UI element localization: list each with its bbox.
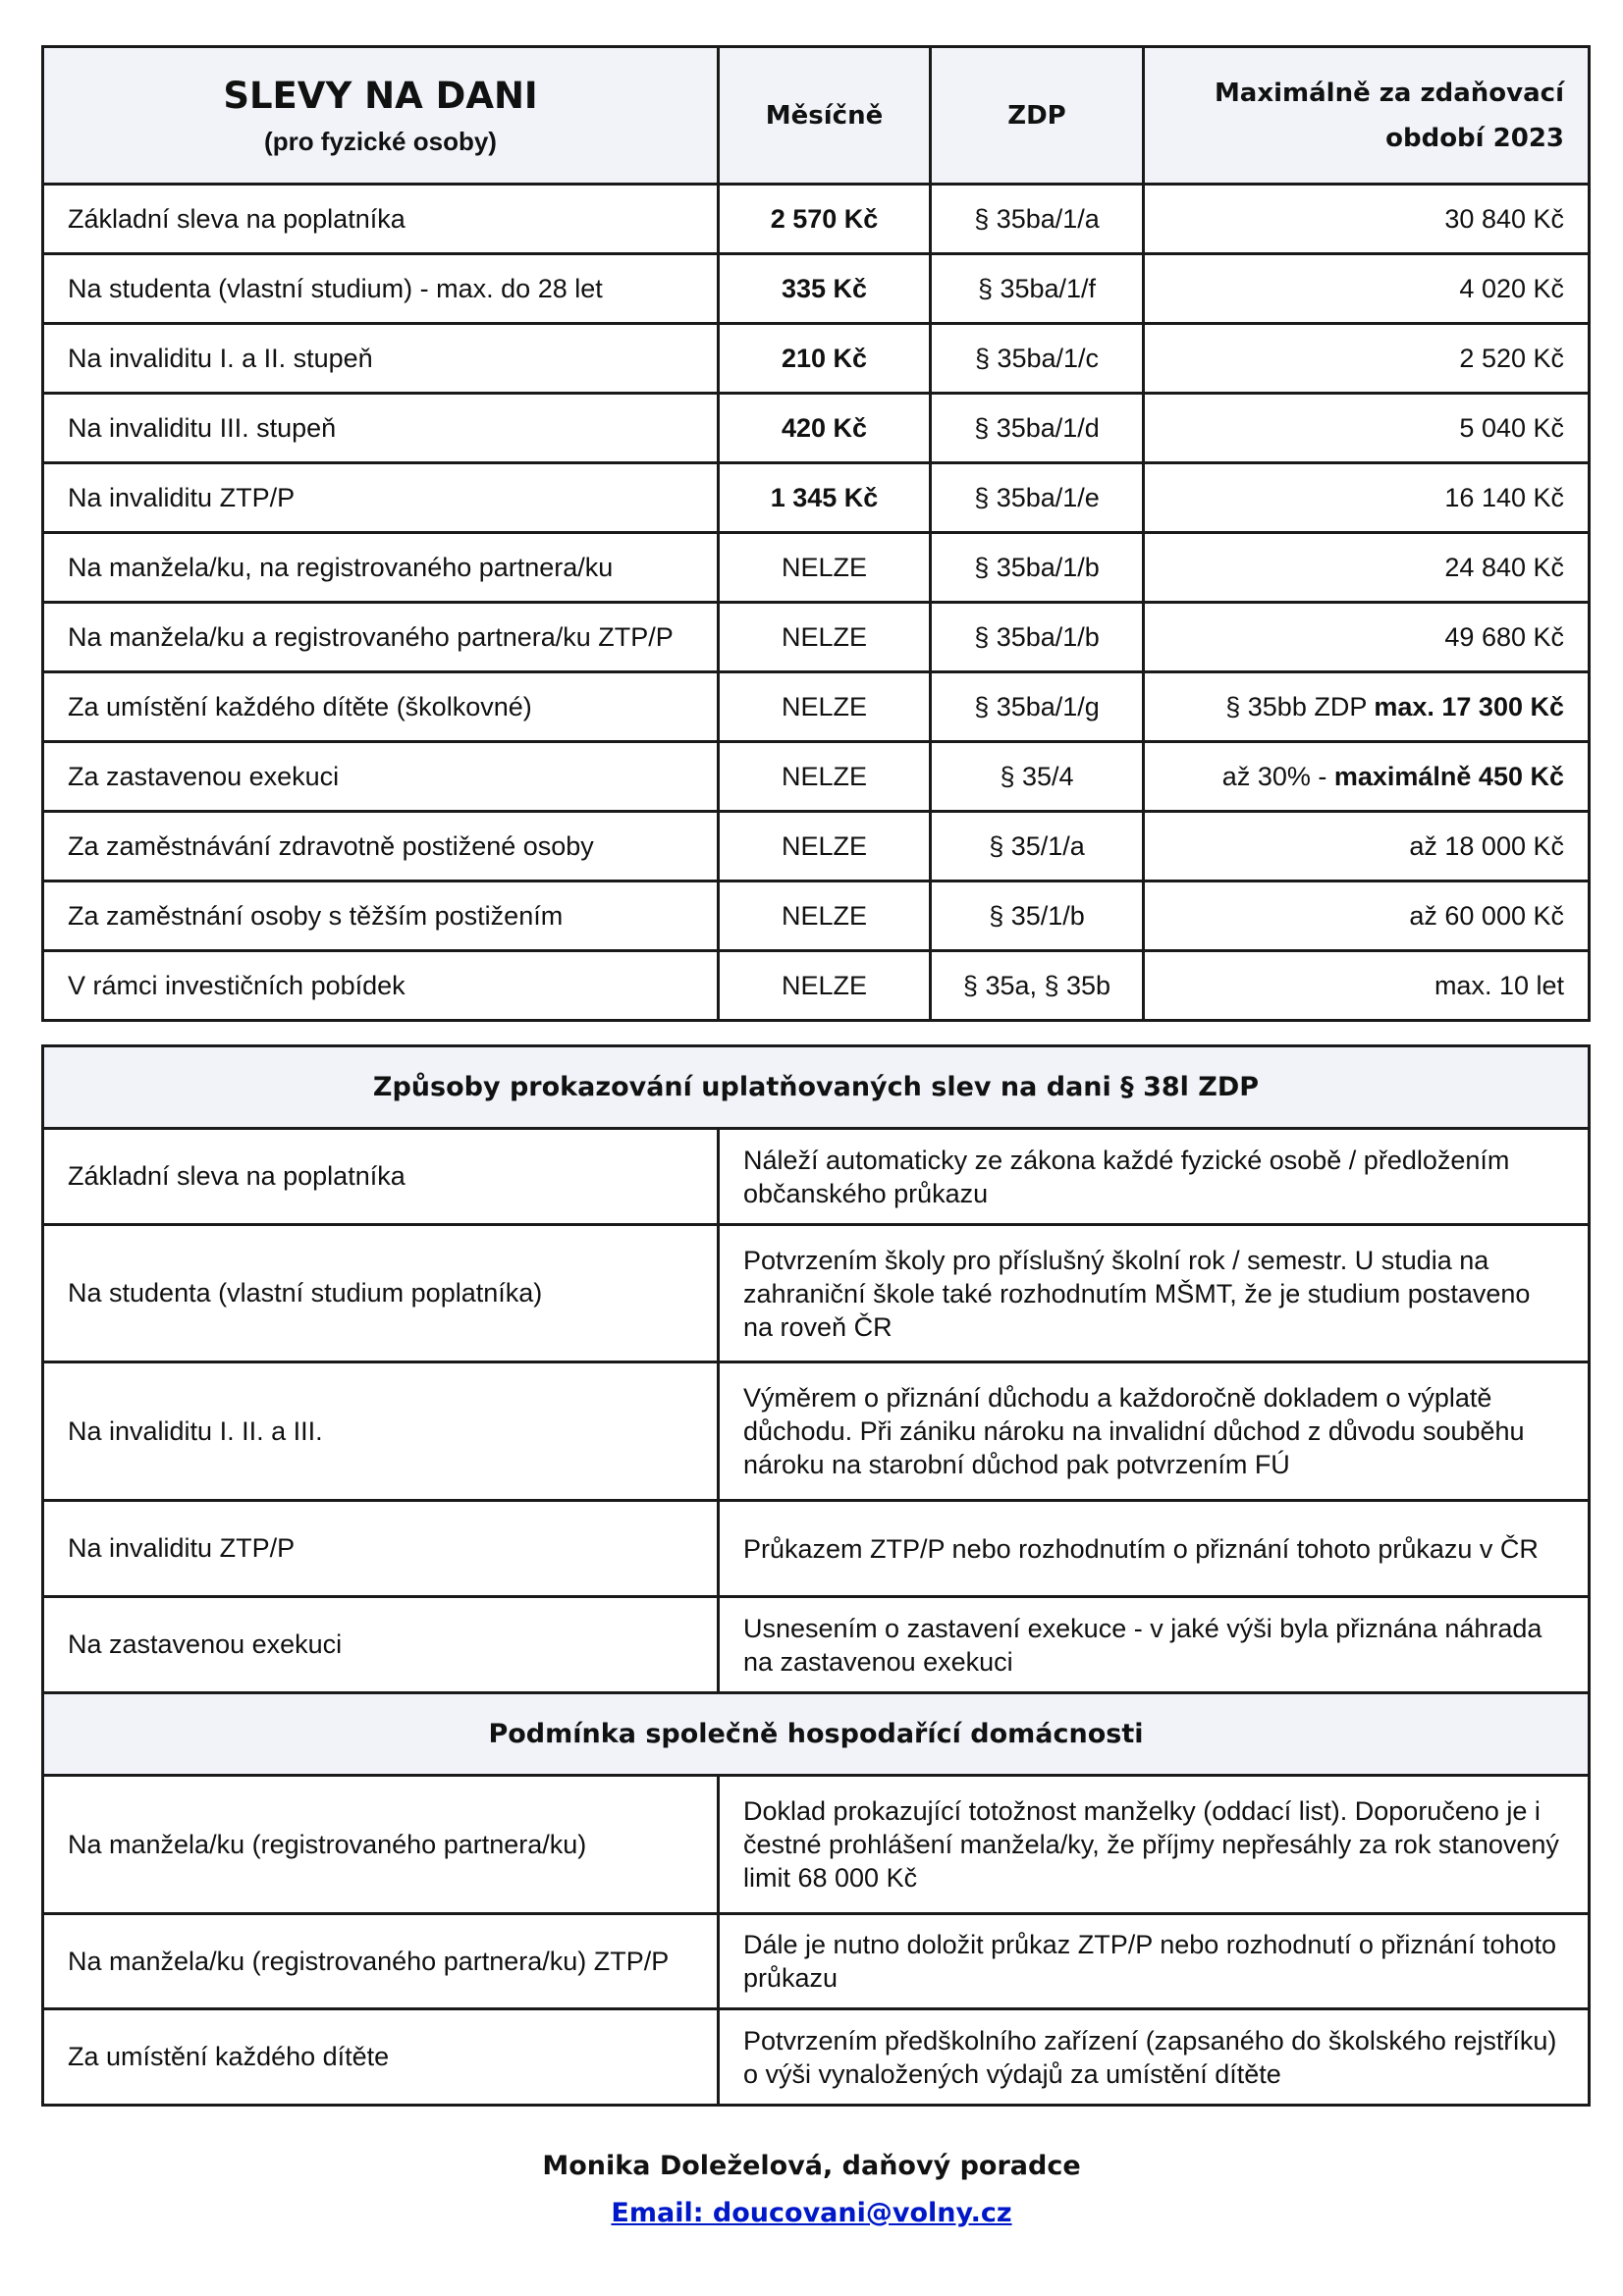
row-monthly: 210 Kč bbox=[719, 324, 931, 394]
table-row bbox=[43, 324, 1590, 394]
row-max: 2 520 Kč bbox=[1144, 324, 1590, 394]
row-law: § 35ba/1/f bbox=[931, 254, 1144, 324]
table-row bbox=[43, 881, 1590, 951]
row-label: Na invaliditu ZTP/P bbox=[43, 1501, 719, 1597]
row-monthly: NELZE bbox=[719, 812, 931, 881]
row-law: § 35a, § 35b bbox=[931, 951, 1144, 1021]
row-law: § 35ba/1/b bbox=[931, 533, 1144, 603]
row-law: § 35ba/1/e bbox=[931, 463, 1144, 533]
table-row bbox=[43, 1776, 1590, 1914]
email-link[interactable]: Email: doucovani@volny.cz bbox=[611, 2198, 1012, 2228]
row-monthly: NELZE bbox=[719, 672, 931, 742]
table-row bbox=[43, 1362, 1590, 1501]
tax-credits-table bbox=[41, 45, 1591, 1022]
row-label: Za zaměstnání osoby s těžším postižením bbox=[43, 881, 719, 951]
row-label: Za umístění každého dítěte (školkovné) bbox=[43, 672, 719, 742]
column-header-law: ZDP bbox=[931, 47, 1144, 185]
table-row bbox=[43, 2009, 1590, 2106]
row-monthly: 1 345 Kč bbox=[719, 463, 931, 533]
page-subtitle: (pro fyzické osoby) bbox=[264, 126, 497, 156]
row-max: až 60 000 Kč bbox=[1144, 881, 1590, 951]
table-row bbox=[43, 533, 1590, 603]
row-label: Na manžela/ku a registrovaného partnera/ku ZTP/P bbox=[43, 603, 719, 672]
section-heading-proof: Způsoby prokazování uplatňovaných slev na dani § 38l ZDP bbox=[43, 1046, 1590, 1129]
row-label: Na studenta (vlastní studium poplatníka) bbox=[43, 1225, 719, 1362]
section-heading-household: Podmínka společně hospodařící domácnosti bbox=[43, 1693, 1590, 1776]
row-max: 5 040 Kč bbox=[1144, 394, 1590, 463]
column-header-monthly: Měsíčně bbox=[719, 47, 931, 185]
row-monthly: 2 570 Kč bbox=[719, 185, 931, 254]
proof-methods-table bbox=[41, 1044, 1591, 2107]
column-header-max-line2: období 2023 bbox=[1385, 123, 1564, 153]
table-row bbox=[43, 1501, 1590, 1597]
row-proof-text: Potvrzením školy pro příslušný školní rok / semestr. U studia na zahraniční škole také rozhodnutím MŠMT, že je studium postaveno na roveň ČR bbox=[719, 1225, 1590, 1362]
row-max bbox=[1144, 742, 1590, 812]
row-label: V rámci investičních pobídek bbox=[43, 951, 719, 1021]
row-law: § 35ba/1/c bbox=[931, 324, 1144, 394]
row-label: Na invaliditu ZTP/P bbox=[43, 463, 719, 533]
row-law: § 35ba/1/d bbox=[931, 394, 1144, 463]
table-row bbox=[43, 394, 1590, 463]
row-law: § 35ba/1/a bbox=[931, 185, 1144, 254]
row-proof-text: Výměrem o přiznání důchodu a každoročně dokladem o výplatě důchodu. Při zániku nároku na invalidní důchod z důvodu souběhu nároku na starobní důchod pak potvrzením FÚ bbox=[719, 1362, 1590, 1501]
row-label: Za zastavenou exekuci bbox=[43, 742, 719, 812]
row-label: Na manžela/ku (registrovaného partnera/ku) bbox=[43, 1776, 719, 1914]
table-row bbox=[43, 463, 1590, 533]
row-law: § 35ba/1/b bbox=[931, 603, 1144, 672]
row-label: Na invaliditu I. a II. stupeň bbox=[43, 324, 719, 394]
row-monthly: NELZE bbox=[719, 603, 931, 672]
row-max-prefix: § 35bb ZDP bbox=[1225, 691, 1375, 721]
row-law: § 35/1/b bbox=[931, 881, 1144, 951]
row-proof-text: Usnesením o zastavení exekuce - v jaké výši byla přiznána náhrada na zastavenou exekuci bbox=[719, 1597, 1590, 1693]
row-max: až 18 000 Kč bbox=[1144, 812, 1590, 881]
row-monthly: NELZE bbox=[719, 951, 931, 1021]
row-monthly: 335 Kč bbox=[719, 254, 931, 324]
row-proof-text: Dále je nutno doložit průkaz ZTP/P nebo rozhodnutí o přiznání tohoto průkazu bbox=[719, 1914, 1590, 2009]
table-row bbox=[43, 1597, 1590, 1693]
row-max: 49 680 Kč bbox=[1144, 603, 1590, 672]
title-cell bbox=[43, 47, 719, 185]
row-max: 4 020 Kč bbox=[1144, 254, 1590, 324]
row-max-bold: maximálně 450 Kč bbox=[1333, 761, 1564, 791]
table-row bbox=[43, 1914, 1590, 2009]
row-label: Na manžela/ku (registrovaného partnera/ku) ZTP/P bbox=[43, 1914, 719, 2009]
column-header-max bbox=[1144, 47, 1590, 185]
table-header-row bbox=[43, 47, 1590, 185]
row-max: 30 840 Kč bbox=[1144, 185, 1590, 254]
row-monthly: 420 Kč bbox=[719, 394, 931, 463]
row-label: Na studenta (vlastní studium) - max. do 28 let bbox=[43, 254, 719, 324]
row-law: § 35/1/a bbox=[931, 812, 1144, 881]
table-row bbox=[43, 1225, 1590, 1362]
row-max-bold: max. 17 300 Kč bbox=[1374, 691, 1564, 721]
table-row bbox=[43, 742, 1590, 812]
row-proof-text: Průkazem ZTP/P nebo rozhodnutím o přiznání tohoto průkazu v ČR bbox=[719, 1501, 1590, 1597]
row-monthly: NELZE bbox=[719, 742, 931, 812]
section-heading-row bbox=[43, 1046, 1590, 1129]
row-max: 24 840 Kč bbox=[1144, 533, 1590, 603]
author-name: Monika Doleželová, daňový poradce bbox=[542, 2151, 1081, 2181]
email-link-wrapper bbox=[0, 2198, 1623, 2228]
row-label: Na zastavenou exekuci bbox=[43, 1597, 719, 1693]
row-monthly: NELZE bbox=[719, 533, 931, 603]
row-law: § 35/4 bbox=[931, 742, 1144, 812]
row-proof-text: Doklad prokazující totožnost manželky (oddací list). Doporučeno je i čestné prohlášení manžela/ky, že příjmy nepřesáhly za rok stanovený limit 68 000 Kč bbox=[719, 1776, 1590, 1914]
row-label: Na manžela/ku, na registrovaného partnera/ku bbox=[43, 533, 719, 603]
row-proof-text: Náleží automaticky ze zákona každé fyzické osobě / předložením občanského průkazu bbox=[719, 1129, 1590, 1225]
row-max bbox=[1144, 672, 1590, 742]
table-row bbox=[43, 185, 1590, 254]
table-row bbox=[43, 254, 1590, 324]
row-label: Na invaliditu III. stupeň bbox=[43, 394, 719, 463]
row-max: 16 140 Kč bbox=[1144, 463, 1590, 533]
column-header-max-line1: Maximálně za zdaňovací bbox=[1214, 78, 1564, 108]
page-title: SLEVY NA DANI bbox=[223, 74, 538, 117]
table-row bbox=[43, 672, 1590, 742]
table-row bbox=[43, 603, 1590, 672]
row-label: Za zaměstnávání zdravotně postižené osoby bbox=[43, 812, 719, 881]
row-law: § 35ba/1/g bbox=[931, 672, 1144, 742]
section-heading-row bbox=[43, 1693, 1590, 1776]
row-monthly: NELZE bbox=[719, 881, 931, 951]
table-row bbox=[43, 812, 1590, 881]
row-label: Základní sleva na poplatníka bbox=[43, 1129, 719, 1225]
row-label: Základní sleva na poplatníka bbox=[43, 185, 719, 254]
row-max: max. 10 let bbox=[1144, 951, 1590, 1021]
row-proof-text: Potvrzením předškolního zařízení (zapsaného do školského rejstříku) o výši vynaložených výdajů za umístění dítěte bbox=[719, 2009, 1590, 2106]
row-max-prefix: až 30% - bbox=[1221, 761, 1334, 791]
table-row bbox=[43, 951, 1590, 1021]
table-row bbox=[43, 1129, 1590, 1225]
row-label: Na invaliditu I. II. a III. bbox=[43, 1362, 719, 1501]
row-label: Za umístění každého dítěte bbox=[43, 2009, 719, 2106]
